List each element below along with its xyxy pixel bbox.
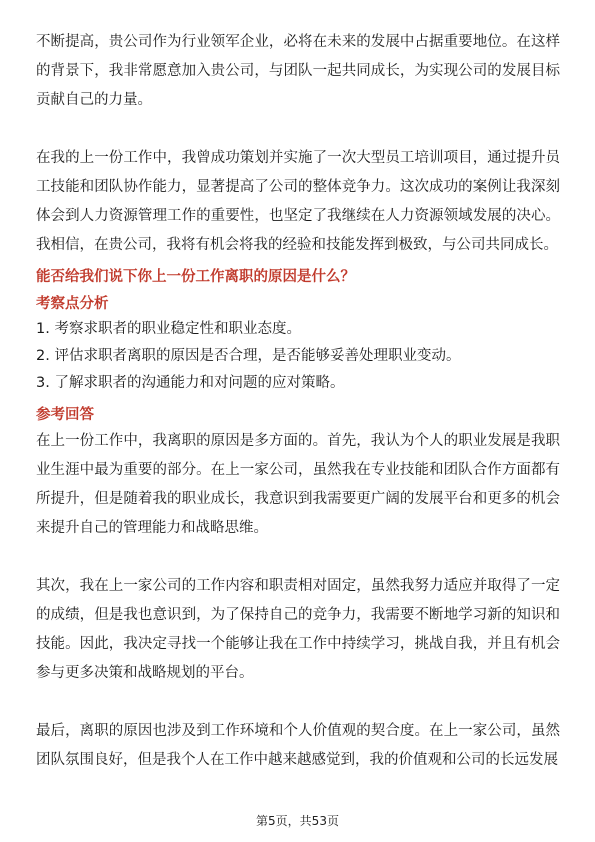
document-page	[36, 28, 560, 775]
question-heading: 能否给我们说下你上一份工作离职的原因是什么？	[36, 269, 355, 285]
paragraph-spacer	[36, 688, 560, 717]
intro-paragraph: 不断提高，贵公司作为行业领军企业，必将在未来的发展中占据重要地位。在这样的背景下，我非常愿意加入贵公司，与团队一起共同成长，为实现公司的发展目标贡献自己的力量。	[36, 34, 560, 108]
list-item: 2. 评估求职者离职的原因是否合理，是否能够妥善处理职业变动。	[36, 348, 461, 364]
answer-paragraph: 其次，我在上一家公司的工作内容和职责相对固定，虽然我努力适应并取得了一定的成绩，但是我也意识到，为了保持自己的竞争力，我需要不断地学习新的知识和技能。因此，我决定寻找一个能够让我在工作中持续学习，挑战自我，并且有机会参与更多决策和战略规划的平台。	[36, 578, 560, 681]
list-item: 1. 考察求职者的职业稳定性和职业态度。	[36, 321, 301, 337]
list-item: 3. 了解求职者的沟通能力和对问题的应对策略。	[36, 375, 345, 391]
analysis-heading: 考察点分析	[36, 296, 109, 312]
paragraph-spacer	[36, 543, 560, 572]
answer-heading: 参考回答	[36, 407, 94, 423]
page-number: 第5页，共53页	[256, 814, 339, 828]
answer-paragraph: 在上一份工作中，我离职的原因是多方面的。首先，我认为个人的职业发展是我职业生涯中最为重要的部分。在上一家公司，虽然我在专业技能和团队合作方面都有所提升，但是随着我的职业成长，我意识到我需要更广阔的发展平台和更多的机会来提升自己的管理能力和战略思维。	[36, 433, 560, 536]
answer-paragraph: 最后，离职的原因也涉及到工作环境和个人价值观的契合度。在上一家公司，虽然团队氛围良好，但是我个人在工作中越来越感觉到，我的价值观和公司的长远发展	[36, 723, 560, 768]
paragraph-spacer	[36, 115, 560, 144]
intro-paragraph: 在我的上一份工作中，我曾成功策划并实施了一次大型员工培训项目，通过提升员工技能和团队协作能力，显著提高了公司的整体竞争力。这次成功的案例让我深刻体会到人力资源管理工作的重要性，也坚定了我继续在人力资源领域发展的决心。我相信，在贵公司，我将有机会将我的经验和技能发挥到极致，与公司共同成长。	[36, 150, 560, 253]
analysis-list	[36, 316, 560, 397]
